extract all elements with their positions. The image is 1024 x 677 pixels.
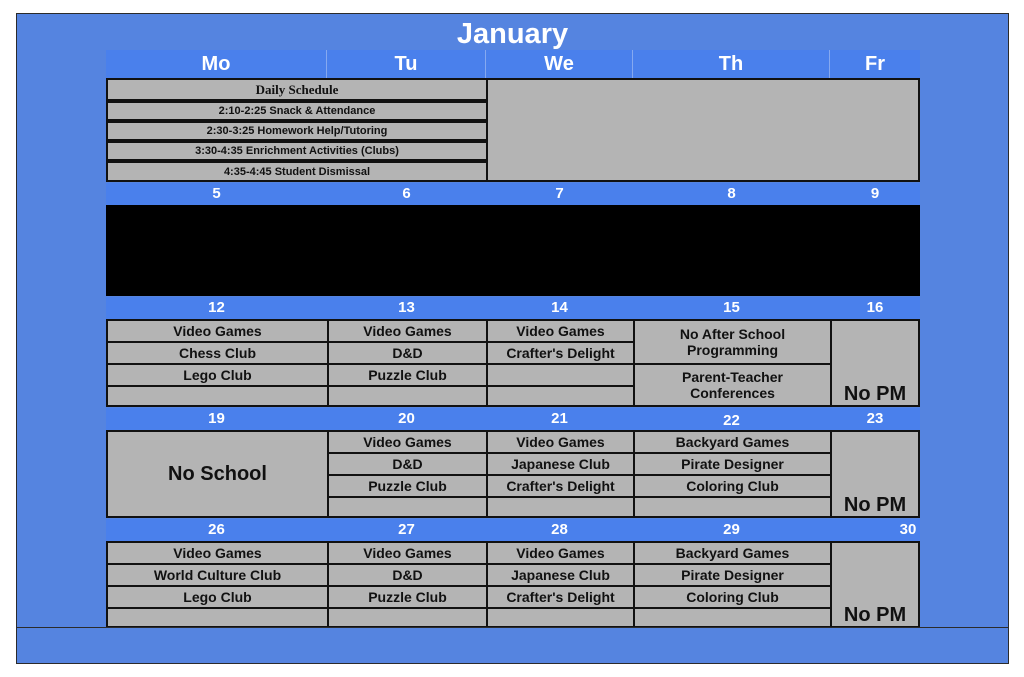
activity-cell bbox=[486, 363, 635, 387]
date-number: 23 bbox=[866, 410, 884, 427]
daily-schedule-heading: Daily Schedule bbox=[106, 78, 488, 101]
activity-cell bbox=[633, 607, 832, 628]
activity-cell: Crafter's Delight bbox=[486, 585, 635, 609]
no-school-cell: No School bbox=[106, 430, 329, 518]
activity-cell: Puzzle Club bbox=[327, 585, 488, 609]
activity-cell: Backyard Games bbox=[633, 541, 832, 565]
no-pm-cell: No PM bbox=[830, 430, 920, 518]
activity-cell: Video Games bbox=[106, 541, 329, 565]
activity-cell: D&D bbox=[327, 563, 488, 587]
activity-cell bbox=[106, 385, 329, 407]
activity-cell: Japanese Club bbox=[486, 452, 635, 476]
footer-bar bbox=[16, 627, 1009, 664]
date-number: 21 bbox=[551, 410, 568, 427]
activity-cell: Chess Club bbox=[106, 341, 329, 365]
activity-cell bbox=[327, 385, 488, 407]
activity-cell: No After School Programming bbox=[633, 319, 832, 365]
activity-cell: Japanese Club bbox=[486, 563, 635, 587]
day-header-fr: Fr bbox=[865, 53, 885, 75]
date-number: 6 bbox=[402, 185, 411, 202]
date-number: 14 bbox=[551, 299, 568, 316]
activity-cell: Video Games bbox=[486, 319, 635, 343]
activity-cell: Backyard Games bbox=[633, 430, 832, 454]
activity-cell: World Culture Club bbox=[106, 563, 329, 587]
activity-cell: Lego Club bbox=[106, 363, 329, 387]
activity-cell bbox=[327, 607, 488, 628]
activity-cell: Coloring Club bbox=[633, 585, 832, 609]
activity-cell: Video Games bbox=[327, 430, 488, 454]
date-number: 26 bbox=[208, 521, 225, 538]
blacked-out-week bbox=[106, 205, 920, 296]
date-number: 16 bbox=[866, 299, 884, 316]
date-number: 13 bbox=[398, 299, 415, 316]
activity-cell: Parent-Teacher Conferences bbox=[633, 363, 832, 407]
date-number: 29 bbox=[723, 521, 740, 538]
activity-cell: Pirate Designer bbox=[633, 452, 832, 476]
day-header-tu: Tu bbox=[327, 50, 486, 78]
date-number: 15 bbox=[723, 299, 740, 316]
activity-cell: Crafter's Delight bbox=[486, 474, 635, 498]
activity-cell: Video Games bbox=[327, 319, 488, 343]
activity-cell: D&D bbox=[327, 452, 488, 476]
empty-week-cell bbox=[486, 78, 920, 182]
activity-cell bbox=[327, 496, 488, 518]
schedule-item: 2:30-3:25 Homework Help/Tutoring bbox=[106, 121, 488, 141]
activity-cell bbox=[486, 496, 635, 518]
activity-cell: D&D bbox=[327, 341, 488, 365]
schedule-item: 2:10-2:25 Snack & Attendance bbox=[106, 101, 488, 121]
day-header-mo: Mo bbox=[106, 50, 327, 78]
date-number: 12 bbox=[208, 299, 225, 316]
schedule-item: 3:30-4:35 Enrichment Activities (Clubs) bbox=[106, 141, 488, 161]
schedule-item: 4:35-4:45 Student Dismissal bbox=[106, 161, 488, 182]
activity-cell: Video Games bbox=[327, 541, 488, 565]
date-number: 8 bbox=[727, 185, 736, 202]
date-number: 27 bbox=[398, 521, 415, 538]
weekday-header bbox=[106, 50, 920, 78]
activity-cell: Puzzle Club bbox=[327, 363, 488, 387]
activity-cell: Lego Club bbox=[106, 585, 329, 609]
date-number: 20 bbox=[398, 410, 415, 427]
activity-cell bbox=[486, 607, 635, 628]
activity-cell: Crafter's Delight bbox=[486, 341, 635, 365]
no-pm-cell: No PM bbox=[830, 541, 920, 628]
date-number: 7 bbox=[555, 185, 564, 202]
day-header-th: Th bbox=[633, 50, 830, 78]
activity-cell: Video Games bbox=[486, 430, 635, 454]
day-header-we: We bbox=[486, 50, 633, 78]
activity-cell: Pirate Designer bbox=[633, 563, 832, 587]
activity-cell bbox=[633, 496, 832, 518]
activity-cell: Video Games bbox=[486, 541, 635, 565]
activity-cell: Video Games bbox=[106, 319, 329, 343]
date-number: 30 bbox=[899, 521, 917, 538]
date-number: 9 bbox=[870, 185, 880, 202]
date-number: 28 bbox=[551, 521, 568, 538]
activity-cell bbox=[106, 607, 329, 628]
activity-cell: Coloring Club bbox=[633, 474, 832, 498]
date-number: 5 bbox=[212, 185, 221, 202]
date-number: 19 bbox=[208, 410, 225, 427]
month-title: January bbox=[456, 18, 569, 50]
activity-cell bbox=[486, 385, 635, 407]
date-number: 22 bbox=[723, 412, 740, 429]
activity-cell: Puzzle Club bbox=[327, 474, 488, 498]
no-pm-cell: No PM bbox=[830, 319, 920, 407]
